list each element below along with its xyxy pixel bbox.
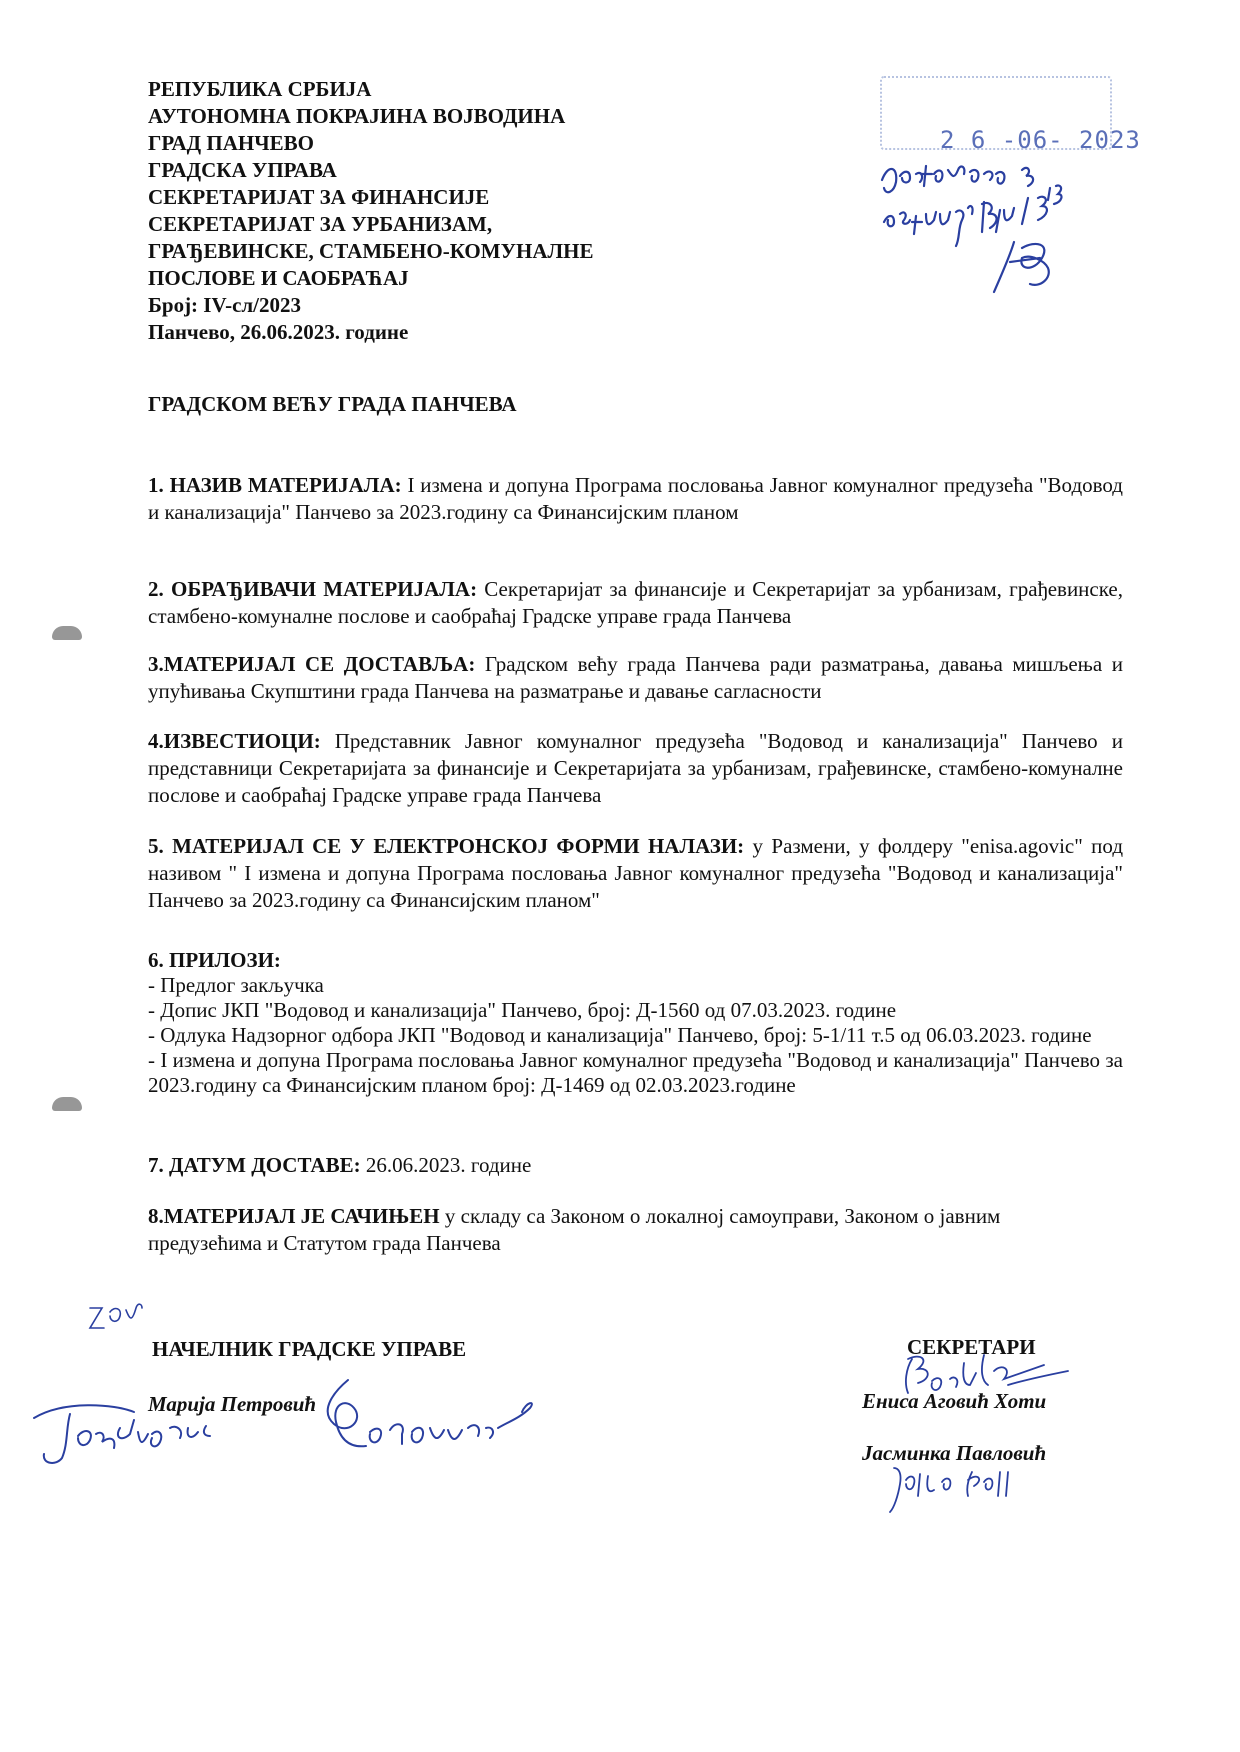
section-3 [148,651,1123,705]
punch-hole-mark [52,1097,82,1111]
attachments-list [148,973,1123,1098]
section-1-label: 1. НАЗИВ МАТЕРИЈАЛА: [148,473,402,497]
section-1 [148,472,1123,526]
signature-right-1 [898,1345,1078,1405]
section-7 [148,1152,1123,1179]
document-header [148,76,748,346]
section-6-label [148,948,1123,973]
header-line: СЕКРЕТАРИЈАТ ЗА ФИНАНСИЈЕ [148,185,490,209]
header-line: ГРАДСКА УПРАВА [148,158,337,182]
list-item: - I измена и допуна Програма пословања Јавног комуналног предузећа "Водовод и канализација" Панчево за 2023.годину са Финансијским планом број: Д-1469 од 02.03.2023.године [148,1048,1123,1097]
section-7-text: 26.06.2023. године [360,1153,532,1177]
signatory-name-right-1: Ениса Аговић Хоти [862,1389,1047,1413]
section-3-text: Градском већу града Панчева ради разматрања, давања мишљења и упућивања Скупштини града Панчева на разматрање и давање сагласности [148,652,1123,703]
list-item: - Одлука Надзорног одбора ЈКП "Водовод и канализација" Панчево, број: 5-1/11 т.5 од 06.03.2023. године [148,1023,1092,1047]
document-number: Број: IV-сл/2023 [148,293,302,317]
signature-left-1 [30,1388,280,1468]
signatory-name-left: Марија Петровић [148,1392,317,1416]
section-3-label: 3.МАТЕРИЈАЛ СЕ ДОСТАВЉА: [148,652,476,676]
signatory-title-right: СЕКРЕТАРИ [907,1335,1036,1359]
section-8 [148,1203,1108,1257]
section-8-label: 8.МАТЕРИЈАЛ ЈЕ САЧИЊЕН [148,1204,440,1228]
section-6-label-text: 6. ПРИЛОЗИ: [148,948,281,972]
punch-hole-mark [52,626,82,640]
header-line: ПОСЛОВЕ И САОБРАЋАЈ [148,266,409,290]
signature-right-2 [880,1458,1040,1518]
document-date: Панчево, 26.06.2023. године [148,320,409,344]
initials-mark [84,1298,154,1338]
section-2-text: Секретаријат за финансије и Секретаријат за урбанизам, грађевинске, стамбено-комуналне послове и саобраћај Градске управе града Панчева [148,577,1123,628]
section-5-label: 5. МАТЕРИЈАЛ СЕ У ЕЛЕКТРОНСКОЈ ФОРМИ НАЛАЗИ: [148,834,745,858]
section-1-text: I измена и допуна Програма пословања Јавног комуналног предузећа "Водовод и канализација" Панчево за 2023.годину са Финансијским планом [148,473,1123,524]
section-2 [148,576,1123,630]
recipient: ГРАДСКОМ ВЕЋУ ГРАДА ПАНЧЕВА [148,392,517,416]
header-line: АУТОНОМНА ПОКРАЈИНА ВОЈВОДИНА [148,104,566,128]
section-8-text: у складу са Законом о локалној самоуправи, Законом о јавним предузећима и Статутом града Панчева [148,1204,1001,1255]
section-5-text: у Размени, у фолдеру "enisa.agovic" под називом " I измена и допуна Програма пословања Јавног комуналног предузећа "Водовод и канализација" Панчево за 2023.годину са Финансијским планом" [148,834,1123,912]
list-item: - Допис ЈКП "Водовод и канализација" Панчево, број: Д-1560 од 07.03.2023. године [148,998,897,1022]
section-7-label: 7. ДАТУМ ДОСТАВЕ: [148,1153,361,1177]
handwritten-note [872,152,1112,302]
signatory-name-right-2: Јасминка Павловић [862,1441,1047,1465]
header-line: РЕПУБЛИКА СРБИЈА [148,77,372,101]
section-2-label: 2. ОБРАЂИВАЧИ МАТЕРИЈАЛА: [148,577,478,601]
header-line: ГРАД ПАНЧЕВО [148,131,314,155]
signature-left-2 [318,1370,578,1470]
signatory-title-left: НАЧЕЛНИК ГРАДСКЕ УПРАВЕ [152,1337,467,1361]
section-4 [148,728,1123,809]
header-line: СЕКРЕТАРИЈАТ ЗА УРБАНИЗАМ, [148,212,493,236]
stamp-date: 2 6 -06- 2023 [940,126,1141,154]
header-line: ГРАЂЕВИНСКЕ, СТАМБЕНО-КОМУНАЛНЕ [148,239,594,263]
section-4-label: 4.ИЗВЕСТИОЦИ: [148,729,321,753]
section-5 [148,833,1123,914]
section-4-text: Представник Јавног комуналног предузећа "Водовод и канализација" Панчево и представници Секретаријата за финансије и Секретаријата за урбанизам, грађевинске, стамбено-комуналне послове и саобраћај Градске управе града Панчева [148,729,1123,807]
list-item: - Предлог закључка [148,973,324,997]
